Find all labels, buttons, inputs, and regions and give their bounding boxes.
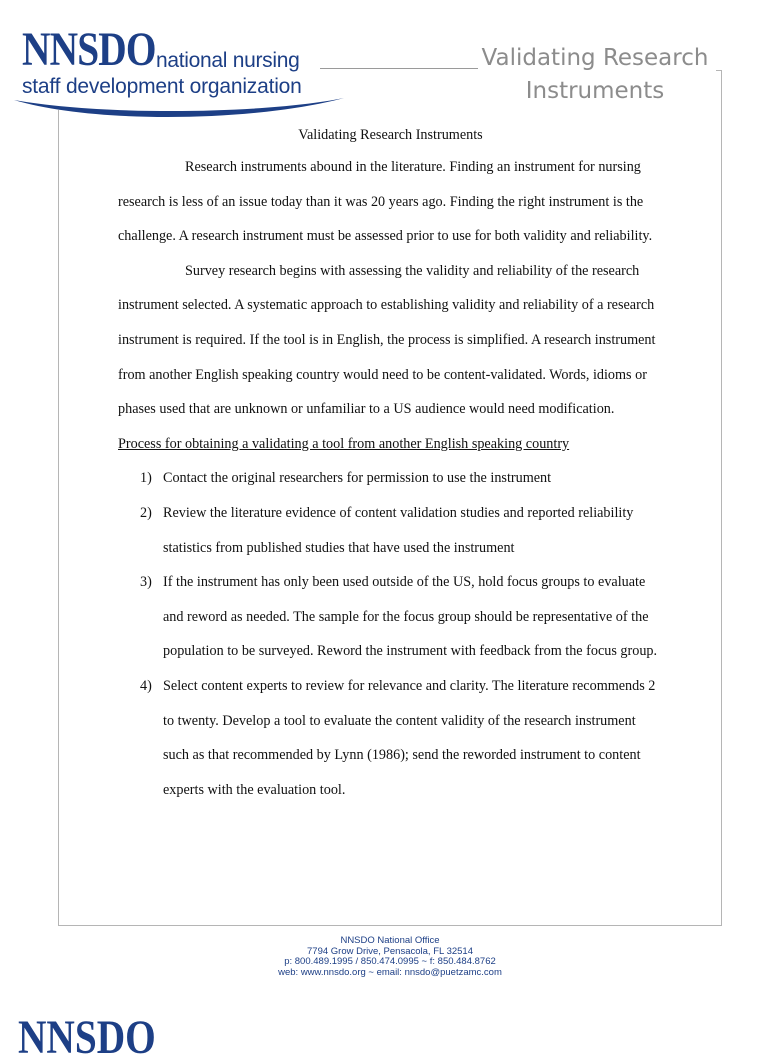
footer-office: NNSDO National Office	[340, 935, 440, 946]
paragraph-survey: Survey research begins with assessing the validity and reliability of the research instrument selected. A systematic approach to establishing validity and reliability of a research instrument is required. If the tool is in English, the process is simplified. A research instrument from another English speaking country would need to be content-validated. Words, idioms or phases used that are unknown or unfamiliar to a US audience would need modification.	[118, 262, 656, 418]
logo-line-1: national nursing	[156, 49, 300, 72]
step-item	[118, 496, 663, 565]
step-number: 1)	[140, 470, 152, 487]
step-number: 2)	[140, 504, 152, 521]
step-text: Review the literature evidence of content validation studies and reported reliability statistics from published studies that have used the instrument	[163, 504, 634, 556]
step-text: Select content experts to review for relevance and clarity. The literature recommends 2 to twenty. Develop a tool to evaluate the content validity of the research instrument such as that recommended by Lynn (1986); send the reworded instrument to content experts with the evaluation tool.	[163, 677, 656, 798]
footer-address: 7794 Grow Drive, Pensacola, FL 32514	[307, 945, 473, 957]
document-body	[118, 120, 663, 807]
document-title: Validating Research Instruments	[298, 127, 483, 143]
next-page-logo: NNSDO	[18, 1011, 156, 1064]
step-item	[118, 461, 663, 496]
footer-web: web: www.nnsdo.org ~ email: nnsdo@puetzamc.com	[278, 966, 502, 978]
nnsdo-logo	[14, 24, 344, 119]
logo-line-2: staff development organization	[22, 75, 302, 98]
step-text: Contact the original researchers for permission to use the instrument	[163, 470, 552, 487]
frame-corner-side	[721, 70, 722, 110]
header-title: Validating Research Instruments	[481, 45, 709, 104]
process-steps	[118, 461, 663, 807]
header-rule	[320, 68, 478, 69]
paragraph-intro: Research instruments abound in the literature. Finding an instrument for nursing research is less of an issue today than it was 20 years ago. Finding the right instrument is the challenge. A research instrument must be assessed prior to use for both validity and reliability.	[118, 159, 653, 245]
footer-address-block	[0, 936, 768, 978]
step-number: 3)	[140, 574, 152, 591]
step-text: If the instrument has only been used outside of the US, hold focus groups to evaluate and reword as needed. The sample for the focus group should be representative of the population to be surveyed. Reword the instrument with feedback from the focus group.	[163, 574, 658, 660]
process-heading: Process for obtaining a validating a tool from another English speaking country	[118, 435, 570, 452]
footer-phones: p: 800.489.1995 / 850.474.0995 ~ f: 850.484.8762	[284, 956, 496, 967]
logo-acronym: NNSDO	[22, 23, 156, 76]
step-item	[118, 669, 663, 807]
step-item	[118, 565, 663, 669]
step-number: 4)	[140, 677, 152, 694]
